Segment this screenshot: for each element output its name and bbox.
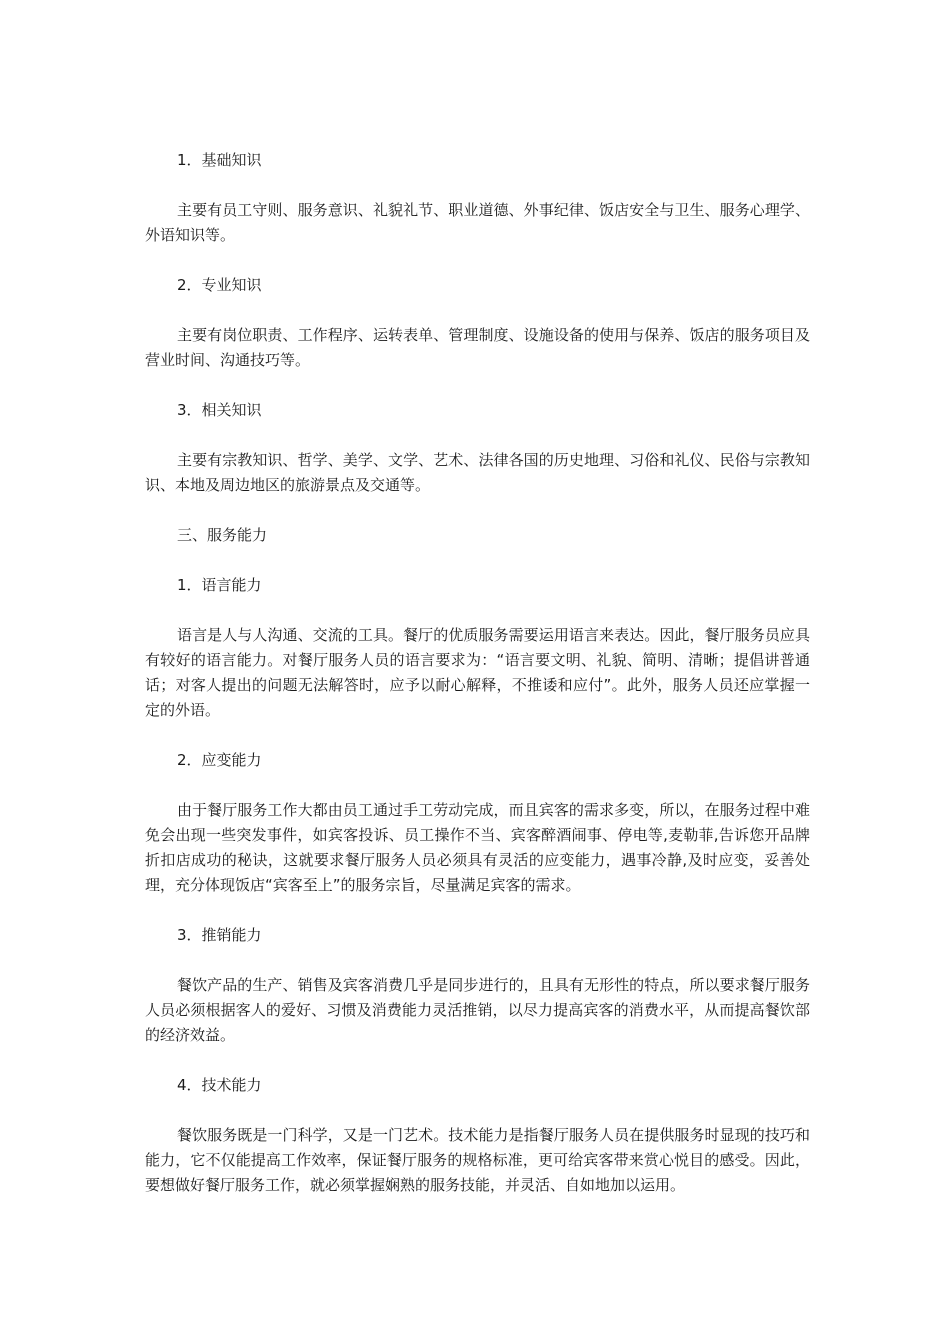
paragraph-language-ability: 语言是人与人沟通、交流的工具。餐厅的优质服务需要运用语言来表达。因此，餐厅服务员应具有较好的语言能力。对餐厅服务人员的语言要求为：“语言要文明、礼貌、简明、清晰；提倡讲普通话；对客人提出的问题无法解答时，应予以耐心解释，不推诿和应付”。此外，服务人员还应掌握一定的外语。 [145,626,810,719]
chapter-heading-service-ability: 三、服务能力 [177,526,268,544]
section-heading-basic-knowledge: 1．基础知识 [177,151,262,169]
paragraph-basic-knowledge: 主要有员工守则、服务意识、礼貌礼节、职业道德、外事纪律、饭店安全与卫生、服务心理学、外语知识等。 [145,201,810,244]
section-heading-technical-ability: 4．技术能力 [177,1076,262,1094]
section-heading-adaptability: 2．应变能力 [177,751,262,769]
section-heading-language-ability: 1．语言能力 [177,576,262,594]
paragraph-related-knowledge: 主要有宗教知识、哲学、美学、文学、艺术、法律各国的历史地理、习俗和礼仪、民俗与宗教知识、本地及周边地区的旅游景点及交通等。 [145,451,810,494]
section-heading-related-knowledge: 3．相关知识 [177,401,262,419]
paragraph-adaptability: 由于餐厅服务工作大都由员工通过手工劳动完成，而且宾客的需求多变，所以，在服务过程中难免会出现一些突发事件，如宾客投诉、员工操作不当、宾客醉酒闹事、停电等,麦勒菲,告诉您开品牌折扣店成功的秘诀，这就要求餐厅服务人员必须具有灵活的应变能力，遇事冷静,及时应变，妥善处理，充分体现饭店“宾客至上”的服务宗旨，尽量满足宾客的需求。 [145,801,810,894]
paragraph-professional-knowledge: 主要有岗位职责、工作程序、运转表单、管理制度、设施设备的使用与保养、饭店的服务项目及营业时间、沟通技巧等。 [145,326,810,369]
paragraph-sales-ability: 餐饮产品的生产、销售及宾客消费几乎是同步进行的，且具有无形性的特点，所以要求餐厅服务人员必须根据客人的爱好、习惯及消费能力灵活推销，以尽力提高宾客的消费水平，从而提高餐饮部的经济效益。 [145,976,810,1044]
section-heading-sales-ability: 3．推销能力 [177,926,262,944]
document-page [145,148,810,1198]
section-heading-professional-knowledge: 2．专业知识 [177,276,262,294]
paragraph-technical-ability: 餐饮服务既是一门科学，又是一门艺术。技术能力是指餐厅服务人员在提供服务时显现的技巧和能力，它不仅能提高工作效率，保证餐厅服务的规格标准，更可给宾客带来赏心悦目的感受。因此，要想做好餐厅服务工作，就必须掌握娴熟的服务技能，并灵活、自如地加以运用。 [145,1126,810,1194]
